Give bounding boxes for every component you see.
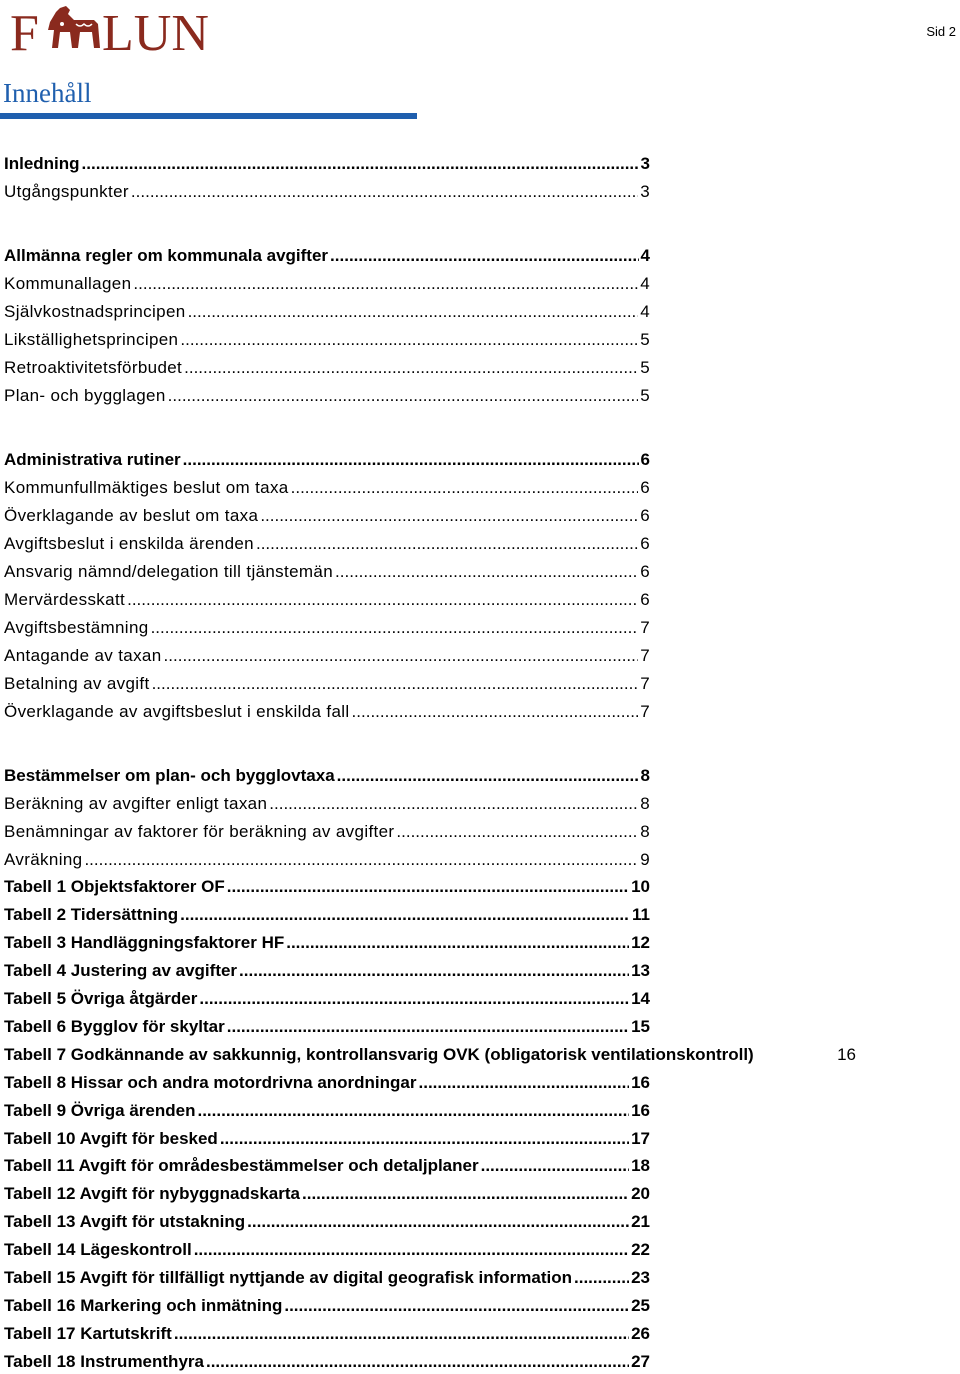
toc-dot-leader xyxy=(188,300,639,324)
toc-entry-label: Allmänna regler om kommunala avgifter xyxy=(4,246,329,265)
toc-entry-page: 8 xyxy=(640,794,650,813)
toc-entry[interactable] xyxy=(4,1127,650,1151)
toc-entry-label: Avräkning xyxy=(4,850,83,869)
toc-entry[interactable] xyxy=(4,700,650,724)
toc-entry-label: Plan- och bygglagen xyxy=(4,386,166,405)
toc-entry[interactable] xyxy=(4,328,650,352)
toc-entry[interactable] xyxy=(4,1266,650,1290)
toc-dot-leader xyxy=(84,848,638,872)
toc-entry-label: Överklagande av beslut om taxa xyxy=(4,506,259,525)
toc-entry-label: Tabell 1 Objektsfaktorer OF xyxy=(4,877,225,896)
toc-entry[interactable] xyxy=(4,300,650,324)
toc-entry-label: Tabell 10 Avgift för besked xyxy=(4,1129,218,1148)
toc-entry[interactable] xyxy=(4,820,650,844)
page-number: Sid 2 xyxy=(926,24,956,39)
toc-entry-page: 27 xyxy=(631,1352,650,1371)
toc-dot-leader xyxy=(291,476,639,500)
toc-entry[interactable] xyxy=(4,875,650,899)
toc-entry-label: Utgångspunkter xyxy=(4,182,129,201)
toc-entry[interactable] xyxy=(4,1322,650,1346)
toc-dot-leader xyxy=(197,1099,629,1123)
toc-entry[interactable] xyxy=(4,1154,650,1178)
toc-entry-page: 21 xyxy=(631,1212,650,1231)
toc-entry[interactable] xyxy=(4,1182,650,1206)
toc-dot-leader xyxy=(174,1322,629,1346)
toc-entry-page: 22 xyxy=(631,1240,650,1259)
dala-horse-icon xyxy=(48,6,100,48)
toc-entry-label: Tabell 16 Markering och inmätning xyxy=(4,1296,283,1315)
toc-entry-page: 13 xyxy=(631,961,650,980)
toc-dot-leader xyxy=(419,1071,630,1095)
toc-entry-page: 4 xyxy=(640,246,650,265)
toc-dot-leader xyxy=(284,1294,629,1318)
toc-dot-leader xyxy=(180,903,630,927)
toc-entry-page: 16 xyxy=(631,1101,650,1120)
toc-entry-label: Mervärdesskatt xyxy=(4,590,126,609)
toc-dot-leader xyxy=(260,504,638,528)
toc-entry-label: Tabell 15 Avgift för tillfälligt nyttjande av digital geografisk information xyxy=(4,1268,572,1287)
falun-logo xyxy=(10,2,260,60)
toc-dot-leader xyxy=(127,588,638,612)
toc-entry-label: Tabell 8 Hissar och andra motordrivna anordningar xyxy=(4,1073,417,1092)
toc-entry-page: 4 xyxy=(640,274,650,293)
toc-entry-page: 6 xyxy=(640,562,650,581)
toc-entry-page: 5 xyxy=(640,330,650,349)
toc-entry[interactable] xyxy=(4,1099,650,1123)
toc-entry-label: Tabell 2 Tidersättning xyxy=(4,905,179,924)
toc-entry[interactable] xyxy=(4,672,650,696)
toc-entry-page: 3 xyxy=(640,182,650,201)
toc-dot-leader xyxy=(184,356,638,380)
toc-entry[interactable] xyxy=(4,616,650,640)
toc-entry[interactable] xyxy=(4,532,650,556)
toc-entry-page: 14 xyxy=(631,989,650,1008)
toc-entry-page: 6 xyxy=(640,534,650,553)
toc-dot-leader xyxy=(227,875,629,899)
toc-dot-leader xyxy=(396,820,638,844)
title-underline xyxy=(0,113,417,119)
toc-entry[interactable] xyxy=(4,764,650,788)
toc-dot-leader xyxy=(164,644,639,668)
toc-dot-leader xyxy=(82,152,639,176)
toc-entry-page: 7 xyxy=(640,618,650,637)
toc-dot-leader xyxy=(227,1015,629,1039)
toc-entry[interactable] xyxy=(4,272,650,296)
toc-dot-leader xyxy=(180,328,638,352)
toc-entry[interactable] xyxy=(4,476,650,500)
toc-dot-leader xyxy=(337,764,639,788)
toc-entry[interactable] xyxy=(4,903,650,927)
toc-dot-leader xyxy=(168,384,639,408)
toc-entry[interactable] xyxy=(4,1238,650,1262)
toc-entry[interactable] xyxy=(4,588,650,612)
toc-entry-page: 20 xyxy=(631,1184,650,1203)
toc-entry[interactable] xyxy=(4,1350,650,1374)
toc-entry-label: Beräkning av avgifter enligt taxan xyxy=(4,794,268,813)
toc-entry[interactable] xyxy=(4,1071,650,1095)
toc-entry-page: 7 xyxy=(640,674,650,693)
toc-entry[interactable] xyxy=(4,152,650,176)
toc-entry-label: Tabell 18 Instrumenthyra xyxy=(4,1352,204,1371)
toc-entry[interactable] xyxy=(4,448,650,472)
toc-entry-label: Tabell 14 Lägeskontroll xyxy=(4,1240,192,1259)
toc-entry-label: Ansvarig nämnd/delegation till tjänstemän xyxy=(4,562,334,581)
toc-dot-leader xyxy=(199,987,629,1011)
toc-entry-page: 6 xyxy=(640,478,650,497)
toc-entry-label: Tabell 3 Handläggningsfaktorer HF xyxy=(4,933,285,952)
toc-entry-page: 8 xyxy=(640,766,650,785)
toc-dot-leader xyxy=(330,244,638,268)
toc-entry-page: 8 xyxy=(640,822,650,841)
toc-entry-label: Tabell 12 Avgift för nybyggnadskarta xyxy=(4,1184,300,1203)
toc-entry-page: 26 xyxy=(631,1324,650,1343)
toc-dot-leader xyxy=(152,672,639,696)
toc-entry-page: 10 xyxy=(631,877,650,896)
toc-dot-leader xyxy=(302,1182,629,1206)
toc-dot-leader xyxy=(256,532,638,556)
toc-entry-page: 16 xyxy=(837,1045,856,1064)
toc-entry-page: 3 xyxy=(640,154,650,173)
toc-entry-label: Benämningar av faktorer för beräkning av avgifter xyxy=(4,822,395,841)
toc-entry-label: Överklagande av avgiftsbeslut i enskilda fall xyxy=(4,702,350,721)
toc-entry[interactable] xyxy=(4,1015,650,1039)
toc-entry[interactable] xyxy=(4,560,650,584)
toc-entry[interactable] xyxy=(4,644,650,668)
toc-entry-page: 25 xyxy=(631,1296,650,1315)
toc-entry-page: 9 xyxy=(640,850,650,869)
toc-entry[interactable] xyxy=(4,1210,650,1234)
toc-entry[interactable] xyxy=(4,356,650,380)
toc-dot-leader xyxy=(239,959,629,983)
toc-dot-leader xyxy=(247,1210,629,1234)
toc-entry-page: 5 xyxy=(640,358,650,377)
toc-entry-label: Tabell 5 Övriga åtgärder xyxy=(4,989,198,1008)
toc-entry[interactable] xyxy=(4,244,650,268)
toc-entry[interactable] xyxy=(4,384,650,408)
toc-entry[interactable] xyxy=(4,1294,650,1318)
toc-entry-label: Tabell 9 Övriga ärenden xyxy=(4,1101,196,1120)
toc-dot-leader xyxy=(352,700,639,724)
toc-dot-leader xyxy=(131,180,638,204)
toc-entry-label: Tabell 17 Kartutskrift xyxy=(4,1324,172,1343)
toc-dot-leader xyxy=(133,272,638,296)
toc-title: Innehåll xyxy=(3,78,92,108)
toc-entry-label: Antagande av taxan xyxy=(4,646,162,665)
toc-entry-page: 4 xyxy=(640,302,650,321)
toc-dot-leader xyxy=(206,1350,629,1374)
svg-text:LUN: LUN xyxy=(102,5,209,60)
toc-entry[interactable] xyxy=(4,792,650,816)
toc-entry-page: 5 xyxy=(640,386,650,405)
toc-entry-page: 11 xyxy=(632,905,650,924)
toc-entry[interactable] xyxy=(4,504,650,528)
toc-entry[interactable] xyxy=(4,180,650,204)
toc-entry-page: 16 xyxy=(631,1073,650,1092)
toc-entry-label: Tabell 13 Avgift för utstakning xyxy=(4,1212,246,1231)
toc-entry[interactable] xyxy=(4,987,650,1011)
toc-entry-label: Kommunallagen xyxy=(4,274,132,293)
toc-entry-label: Kommunfullmäktiges beslut om taxa xyxy=(4,478,289,497)
toc-dot-leader xyxy=(269,792,638,816)
toc-entry-label: Administrativa rutiner xyxy=(4,450,181,469)
toc-entry[interactable] xyxy=(4,959,650,983)
toc-entry-page: 6 xyxy=(640,506,650,525)
toc-entry-label: Självkostnadsprincipen xyxy=(4,302,186,321)
toc-entry-label: Tabell 11 Avgift för områdesbestämmelser och detaljplaner xyxy=(4,1156,479,1175)
toc-entry-page: 23 xyxy=(631,1268,650,1287)
toc-dot-leader xyxy=(481,1154,629,1178)
toc-dot-leader xyxy=(183,448,639,472)
svg-text:F: F xyxy=(10,5,39,60)
toc-entry-label: Avgiftsbeslut i enskilda ärenden xyxy=(4,534,254,553)
toc-entry-label: Tabell 7 Godkännande av sakkunnig, kontrollansvarig OVK (obligatorisk ventilationskontroll) xyxy=(4,1045,754,1064)
toc-entry-label: Betalning av avgift xyxy=(4,674,150,693)
toc-entry-page: 6 xyxy=(640,590,650,609)
toc-dot-leader xyxy=(220,1127,629,1151)
toc-dot-leader xyxy=(194,1238,629,1262)
toc-entry-page: 17 xyxy=(631,1129,650,1148)
toc-entry-page: 6 xyxy=(640,450,650,469)
toc-entry-page: 7 xyxy=(640,646,650,665)
toc-entry-label: Inledning xyxy=(4,154,80,173)
toc-dot-leader xyxy=(574,1266,629,1290)
toc-dot-leader xyxy=(335,560,638,584)
toc-entry-label: Retroaktivitetsförbudet xyxy=(4,358,183,377)
toc-entry[interactable] xyxy=(4,931,650,955)
toc-entry-label: Avgiftsbestämning xyxy=(4,618,149,637)
toc-entry-label: Tabell 4 Justering av avgifter xyxy=(4,961,238,980)
toc-entry-page: 7 xyxy=(640,702,650,721)
toc-entry-page: 12 xyxy=(631,933,650,952)
toc-entry-page: 15 xyxy=(631,1017,650,1036)
toc-dot-leader xyxy=(286,931,629,955)
toc-entry-label: Bestämmelser om plan- och bygglovtaxa xyxy=(4,766,335,785)
toc-dot-leader xyxy=(151,616,639,640)
toc-entry[interactable] xyxy=(4,1043,856,1067)
toc-entry[interactable] xyxy=(4,848,650,872)
toc-entry-page: 18 xyxy=(631,1156,650,1175)
toc-entry-label: Likställighetsprincipen xyxy=(4,330,179,349)
toc-entry-label: Tabell 6 Bygglov för skyltar xyxy=(4,1017,225,1036)
